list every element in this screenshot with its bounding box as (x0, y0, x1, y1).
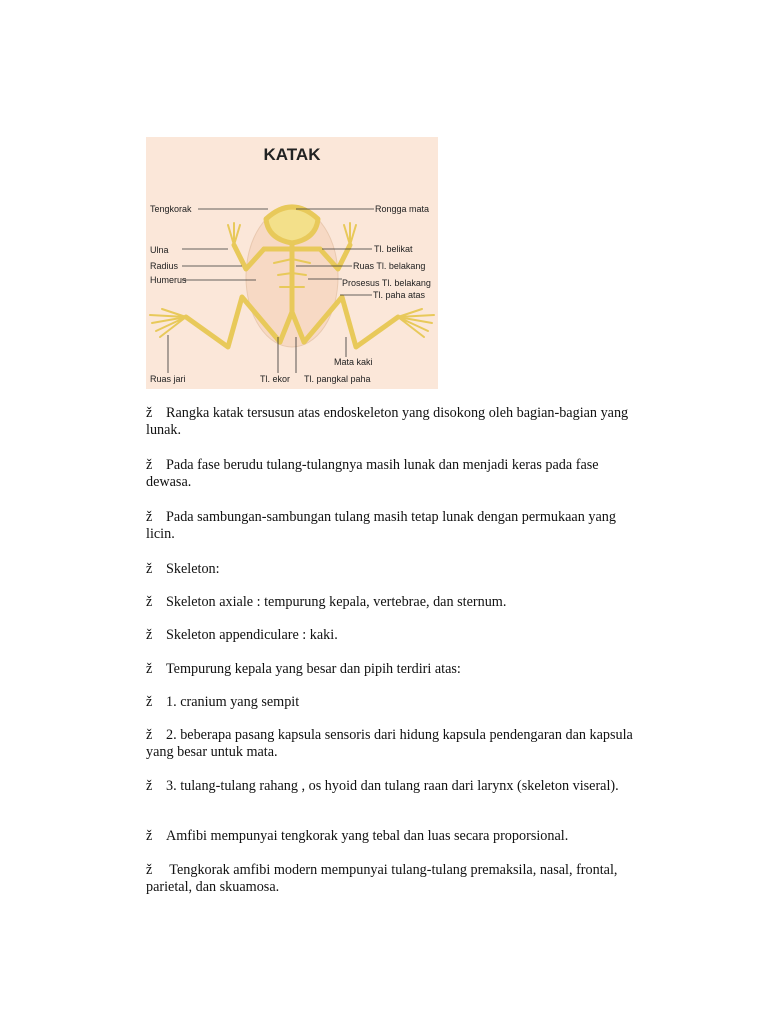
paragraph-text: Rangka katak tersusun atas endoskeleton yang disokong oleh bagian-bagian yang lunak. (146, 405, 629, 438)
paragraph-text: Tengkorak amfibi modern mempunyai tulang-tulang premaksila, nasal, frontal, parietal, dan skuamosa. (146, 862, 618, 895)
paragraph (146, 727, 646, 761)
label-tl-ekor: Tl. ekor (260, 374, 291, 384)
paragraph-text: Amfibi mempunyai tengkorak yang tebal dan luas secara proporsional. (166, 828, 569, 844)
paragraph-text: Skeleton: (166, 561, 220, 577)
label-tl-belikat: Tl. belikat (374, 244, 413, 254)
paragraph (146, 828, 646, 845)
bullet-mark: ž (146, 727, 153, 743)
bullet-mark: ž (146, 594, 153, 610)
paragraph (146, 561, 646, 578)
label-ruas-jari: Ruas jari (150, 374, 186, 384)
bullet-mark: ž (146, 778, 153, 794)
label-tl-pangkal-paha: Tl. pangkal paha (304, 374, 371, 384)
label-radius: Radius (150, 261, 179, 271)
paragraph (146, 778, 646, 795)
bullet-mark: ž (146, 862, 153, 878)
label-ruas-tl-belakang: Ruas Tl. belakang (353, 261, 426, 271)
paragraph (146, 862, 646, 896)
label-rongga-mata: Rongga mata (375, 204, 430, 214)
paragraph (146, 594, 646, 611)
bullet-mark: ž (146, 561, 153, 577)
frog-skeleton-figure (146, 137, 438, 389)
paragraph (146, 509, 646, 543)
paragraph-text: Tempurung kepala yang besar dan pipih terdiri atas: (166, 661, 461, 677)
paragraph-text: 3. tulang-tulang rahang , os hyoid dan tulang raan dari larynx (skeleton viseral). (166, 778, 619, 794)
label-mata-kaki: Mata kaki (334, 357, 373, 367)
label-tl-paha-atas: Tl. paha atas (373, 290, 426, 300)
paragraph (146, 405, 646, 439)
bullet-mark: ž (146, 828, 153, 844)
bullet-mark: ž (146, 694, 153, 710)
paragraph-text: Skeleton appendiculare : kaki. (166, 627, 338, 643)
figure-title: KATAK (263, 145, 321, 164)
paragraph-text: 1. cranium yang sempit (166, 694, 300, 710)
paragraph (146, 627, 646, 644)
bullet-mark: ž (146, 405, 153, 421)
bullet-mark: ž (146, 627, 153, 643)
label-ulna: Ulna (150, 245, 169, 255)
bullet-mark: ž (146, 457, 153, 473)
paragraph-text: Pada fase berudu tulang-tulangnya masih lunak dan menjadi keras pada fase dewasa. (146, 457, 599, 490)
paragraph-text: Pada sambungan-sambungan tulang masih tetap lunak dengan permukaan yang licin. (146, 509, 616, 542)
label-humerus: Humerus (150, 275, 187, 285)
bullet-mark: ž (146, 661, 153, 677)
label-prosesus-tl-belakang: Prosesus Tl. belakang (342, 278, 431, 288)
paragraph-text: 2. beberapa pasang kapsula sensoris dari hidung kapsula pendengaran dan kapsula yang besar untuk mata. (146, 727, 633, 760)
label-tengkorak: Tengkorak (150, 204, 192, 214)
paragraph (146, 694, 646, 711)
paragraph-text: Skeleton axiale : tempurung kepala, vertebrae, dan sternum. (166, 594, 507, 610)
paragraph (146, 661, 646, 678)
bullet-mark: ž (146, 509, 153, 525)
paragraph (146, 457, 646, 491)
